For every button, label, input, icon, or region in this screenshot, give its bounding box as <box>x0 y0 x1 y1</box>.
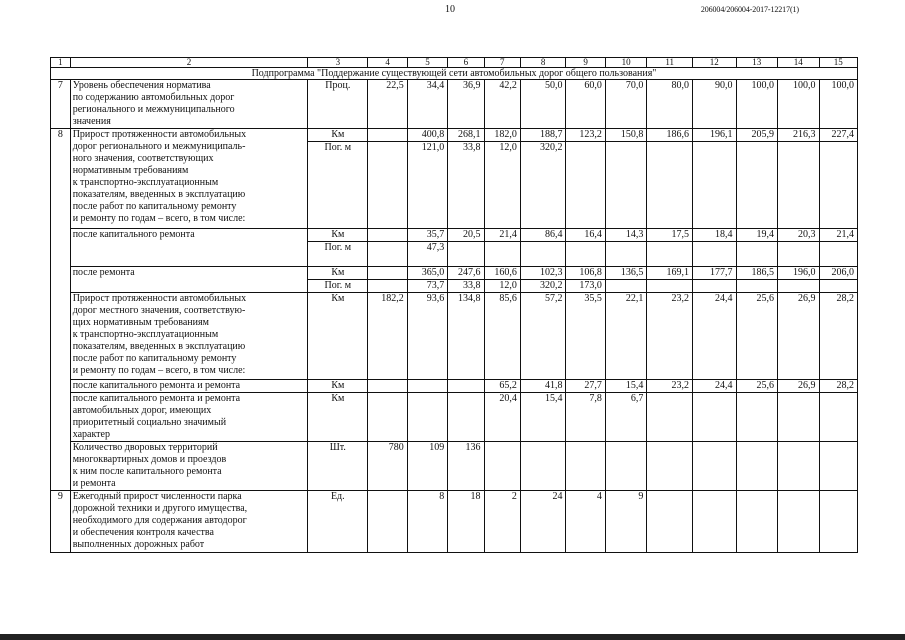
value-cell: 23,2 <box>647 293 693 380</box>
column-number: 15 <box>819 58 857 68</box>
value-cell: 36,9 <box>448 80 484 129</box>
value-cell <box>692 442 736 491</box>
value-cell: 86,4 <box>520 229 566 242</box>
table-row <box>51 129 858 142</box>
value-cell: 42,2 <box>484 80 520 129</box>
unit-cell: Км <box>308 129 368 142</box>
value-cell: 6,7 <box>605 393 646 442</box>
value-cell: 123,2 <box>566 129 605 142</box>
value-cell <box>819 442 857 491</box>
column-number: 2 <box>70 58 308 68</box>
value-cell: 134,8 <box>448 293 484 380</box>
column-number: 9 <box>566 58 605 68</box>
value-cell: 93,6 <box>407 293 447 380</box>
column-number: 5 <box>407 58 447 68</box>
value-cell <box>778 142 819 229</box>
value-cell <box>736 491 777 553</box>
value-cell: 182,0 <box>484 129 520 142</box>
indicator-name: Количество дворовых территорий многоквартирных домов и проездов к ним после капитального ремонта и ремонта <box>70 442 308 491</box>
value-cell <box>692 393 736 442</box>
value-cell <box>368 242 407 267</box>
indicator-name: после капитального ремонта <box>70 229 308 267</box>
value-cell: 33,8 <box>448 142 484 229</box>
value-cell <box>778 442 819 491</box>
value-cell: 50,0 <box>520 80 566 129</box>
value-cell: 17,5 <box>647 229 693 242</box>
column-number: 6 <box>448 58 484 68</box>
value-cell <box>692 491 736 553</box>
value-cell: 20,5 <box>448 229 484 242</box>
value-cell: 27,7 <box>566 380 605 393</box>
column-number: 4 <box>368 58 407 68</box>
value-cell: 19,4 <box>736 229 777 242</box>
value-cell: 47,3 <box>407 242 447 267</box>
value-cell: 41,8 <box>520 380 566 393</box>
value-cell <box>819 491 857 553</box>
value-cell <box>605 142 646 229</box>
table-row <box>51 267 858 280</box>
table-row <box>51 293 858 380</box>
value-cell <box>448 393 484 442</box>
value-cell <box>407 393 447 442</box>
value-cell: 16,4 <box>566 229 605 242</box>
indicator-name: Уровень обеспечения норматива по содержанию автомобильных дорог регионального и межмуниципального значения <box>70 80 308 129</box>
value-cell <box>647 491 693 553</box>
scan-bottom-edge <box>0 634 905 640</box>
value-cell <box>566 142 605 229</box>
value-cell: 186,6 <box>647 129 693 142</box>
value-cell: 57,2 <box>520 293 566 380</box>
value-cell: 160,6 <box>484 267 520 280</box>
value-cell <box>520 242 566 267</box>
column-number: 1 <box>51 58 71 68</box>
value-cell: 73,7 <box>407 280 447 293</box>
value-cell: 28,2 <box>819 380 857 393</box>
value-cell: 196,0 <box>778 267 819 280</box>
value-cell: 150,8 <box>605 129 646 142</box>
value-cell: 33,8 <box>448 280 484 293</box>
column-number: 10 <box>605 58 646 68</box>
column-number: 11 <box>647 58 693 68</box>
unit-cell: Км <box>308 293 368 380</box>
value-cell <box>692 242 736 267</box>
unit-cell: Км <box>308 393 368 442</box>
indicator-name: Прирост протяженности автомобильных дорог местного значения, соответствую- щих нормативным требованиям к транспортно-эксплуатационным показателям, введенных в эксплуатацию после работ по капитальному ремонту и ремонту по годам – всего, в том числе: <box>70 293 308 380</box>
table-row <box>51 442 858 491</box>
value-cell <box>368 142 407 229</box>
value-cell <box>647 393 693 442</box>
value-cell <box>819 242 857 267</box>
column-number: 3 <box>308 58 368 68</box>
unit-cell: Км <box>308 229 368 242</box>
value-cell <box>368 393 407 442</box>
value-cell: 9 <box>605 491 646 553</box>
value-cell <box>736 142 777 229</box>
value-cell <box>368 380 407 393</box>
value-cell <box>368 129 407 142</box>
value-cell: 780 <box>368 442 407 491</box>
value-cell: 182,2 <box>368 293 407 380</box>
value-cell <box>819 142 857 229</box>
value-cell: 12,0 <box>484 142 520 229</box>
value-cell: 90,0 <box>692 80 736 129</box>
value-cell: 20,3 <box>778 229 819 242</box>
value-cell: 34,4 <box>407 80 447 129</box>
value-cell: 35,7 <box>407 229 447 242</box>
value-cell: 26,9 <box>778 380 819 393</box>
value-cell <box>647 242 693 267</box>
value-cell: 365,0 <box>407 267 447 280</box>
subprogram-title: Подпрограмма "Поддержание существующей сети автомобильных дорог общего пользования" <box>51 68 858 80</box>
value-cell: 206,0 <box>819 267 857 280</box>
column-number-row <box>51 58 858 68</box>
value-cell: 169,1 <box>647 267 693 280</box>
row-number: 7 <box>51 80 71 129</box>
value-cell: 205,9 <box>736 129 777 142</box>
value-cell: 23,2 <box>647 380 693 393</box>
unit-cell: Шт. <box>308 442 368 491</box>
indicator-name: после капитального ремонта и ремонта автомобильных дорог, имеющих приоритетный социально значимый характер <box>70 393 308 442</box>
value-cell: 136,5 <box>605 267 646 280</box>
value-cell <box>368 267 407 280</box>
value-cell: 196,1 <box>692 129 736 142</box>
value-cell: 109 <box>407 442 447 491</box>
value-cell: 60,0 <box>566 80 605 129</box>
value-cell <box>778 491 819 553</box>
value-cell: 22,5 <box>368 80 407 129</box>
value-cell <box>778 242 819 267</box>
value-cell <box>736 280 777 293</box>
value-cell <box>778 393 819 442</box>
value-cell: 24,4 <box>692 380 736 393</box>
value-cell: 136 <box>448 442 484 491</box>
value-cell: 102,3 <box>520 267 566 280</box>
indicators-table <box>50 57 858 553</box>
value-cell: 227,4 <box>819 129 857 142</box>
unit-cell: Ед. <box>308 491 368 553</box>
value-cell: 80,0 <box>647 80 693 129</box>
value-cell: 100,0 <box>819 80 857 129</box>
value-cell: 21,4 <box>819 229 857 242</box>
table-row <box>51 491 858 553</box>
value-cell <box>778 280 819 293</box>
value-cell: 400,8 <box>407 129 447 142</box>
value-cell: 177,7 <box>692 267 736 280</box>
indicator-name: после ремонта <box>70 267 308 293</box>
unit-cell: Км <box>308 267 368 280</box>
value-cell: 188,7 <box>520 129 566 142</box>
value-cell <box>736 242 777 267</box>
value-cell: 320,2 <box>520 280 566 293</box>
value-cell: 70,0 <box>605 80 646 129</box>
value-cell <box>819 280 857 293</box>
value-cell: 8 <box>407 491 447 553</box>
value-cell: 121,0 <box>407 142 447 229</box>
value-cell: 2 <box>484 491 520 553</box>
unit-cell: Км <box>308 380 368 393</box>
value-cell: 100,0 <box>736 80 777 129</box>
table-row <box>51 229 858 242</box>
value-cell <box>368 491 407 553</box>
value-cell: 268,1 <box>448 129 484 142</box>
value-cell <box>484 442 520 491</box>
value-cell <box>692 142 736 229</box>
value-cell: 85,6 <box>484 293 520 380</box>
value-cell: 26,9 <box>778 293 819 380</box>
value-cell <box>407 380 447 393</box>
value-cell <box>368 280 407 293</box>
unit-cell: Пог. м <box>308 142 368 229</box>
value-cell: 15,4 <box>605 380 646 393</box>
value-cell: 14,3 <box>605 229 646 242</box>
value-cell: 216,3 <box>778 129 819 142</box>
value-cell <box>605 280 646 293</box>
value-cell <box>566 242 605 267</box>
document-id: 206004/206004-2017-12217(1) <box>700 5 799 14</box>
value-cell: 247,6 <box>448 267 484 280</box>
value-cell: 18,4 <box>692 229 736 242</box>
value-cell: 7,8 <box>566 393 605 442</box>
value-cell: 20,4 <box>484 393 520 442</box>
value-cell: 18 <box>448 491 484 553</box>
value-cell <box>647 142 693 229</box>
value-cell: 25,6 <box>736 293 777 380</box>
value-cell <box>605 242 646 267</box>
value-cell: 106,8 <box>566 267 605 280</box>
row-number: 8 <box>51 129 71 491</box>
subprogram-row <box>51 68 858 80</box>
page-number: 10 <box>445 4 455 15</box>
value-cell <box>566 442 605 491</box>
value-cell <box>448 242 484 267</box>
value-cell: 186,5 <box>736 267 777 280</box>
column-number: 12 <box>692 58 736 68</box>
table-row <box>51 80 858 129</box>
value-cell: 35,5 <box>566 293 605 380</box>
unit-cell: Пог. м <box>308 280 368 293</box>
column-number: 14 <box>778 58 819 68</box>
value-cell <box>520 442 566 491</box>
column-number: 13 <box>736 58 777 68</box>
value-cell <box>736 393 777 442</box>
column-number: 8 <box>520 58 566 68</box>
unit-cell: Проц. <box>308 80 368 129</box>
value-cell <box>448 380 484 393</box>
value-cell: 28,2 <box>819 293 857 380</box>
value-cell <box>605 442 646 491</box>
value-cell: 21,4 <box>484 229 520 242</box>
table-row <box>51 393 858 442</box>
indicator-name: Ежегодный прирост численности парка дорожной техники и другого имущества, необходимого для содержания автодорог и обеспечения контроля качества выполненных дорожных работ <box>70 491 308 553</box>
value-cell <box>736 442 777 491</box>
value-cell <box>692 280 736 293</box>
indicator-name: Прирост протяженности автомобильных дорог регионального и межмуниципаль- ного значения, соответствующих нормативным требованиям к транспортно-эксплуатационным показателям, введенных в эксплуатацию после работ по капитальному ремонту и ремонту по годам – всего, в том числе: <box>70 129 308 229</box>
value-cell: 25,6 <box>736 380 777 393</box>
row-number: 9 <box>51 491 71 553</box>
value-cell: 100,0 <box>778 80 819 129</box>
unit-cell: Пог. м <box>308 242 368 267</box>
value-cell: 15,4 <box>520 393 566 442</box>
column-number: 7 <box>484 58 520 68</box>
value-cell: 173,0 <box>566 280 605 293</box>
value-cell: 65,2 <box>484 380 520 393</box>
value-cell <box>484 242 520 267</box>
value-cell <box>647 442 693 491</box>
indicator-name: после капитального ремонта и ремонта <box>70 380 308 393</box>
value-cell: 4 <box>566 491 605 553</box>
value-cell <box>647 280 693 293</box>
value-cell <box>819 393 857 442</box>
value-cell: 24 <box>520 491 566 553</box>
value-cell: 22,1 <box>605 293 646 380</box>
value-cell <box>368 229 407 242</box>
value-cell: 24,4 <box>692 293 736 380</box>
value-cell: 320,2 <box>520 142 566 229</box>
value-cell: 12,0 <box>484 280 520 293</box>
table-row <box>51 380 858 393</box>
